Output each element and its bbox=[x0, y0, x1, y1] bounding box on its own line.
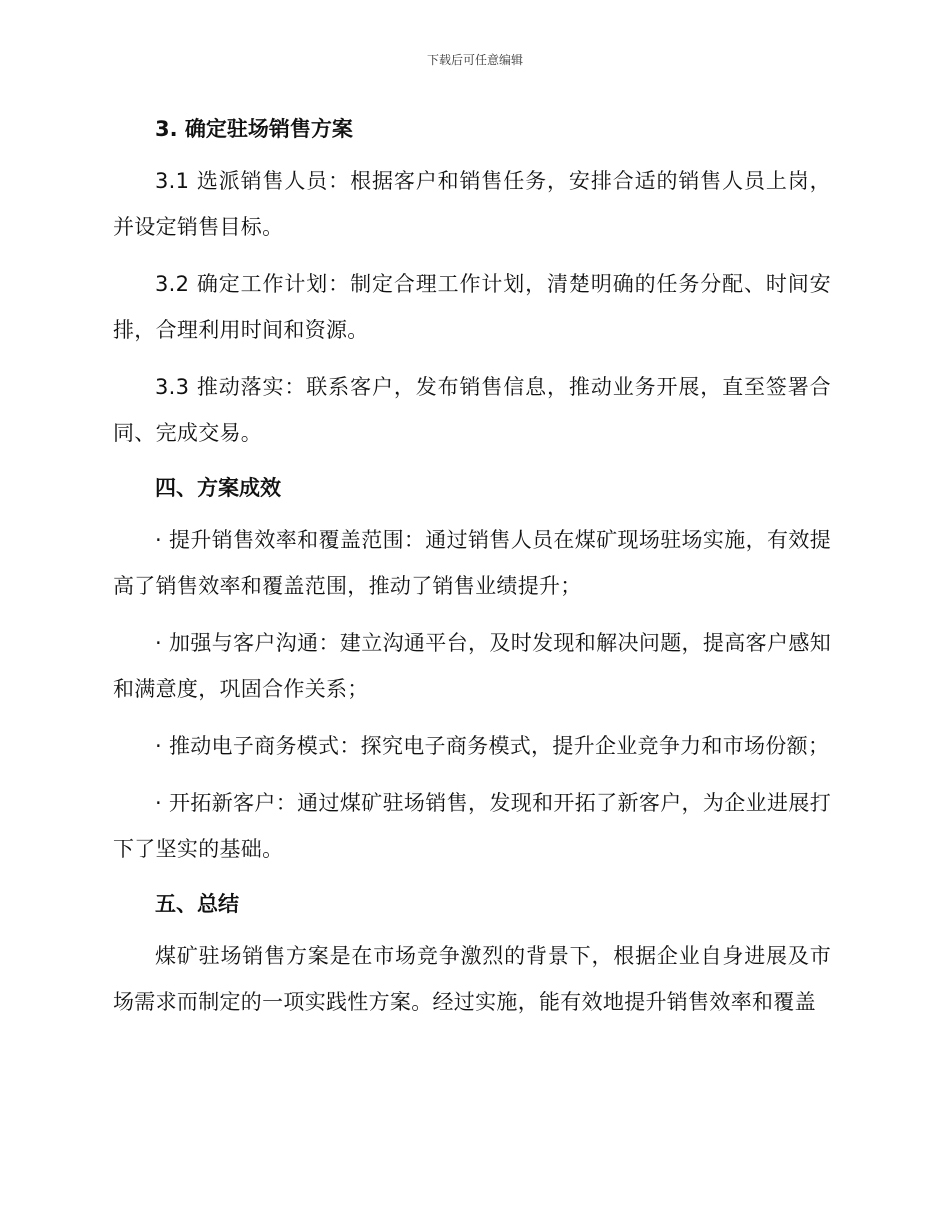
section-4-heading: 四、方案成效 bbox=[155, 476, 281, 500]
section-3-item-1: 3.1 选派销售人员：根据客户和销售任务，安排合适的销售人员上岗，并设定销售目标。 bbox=[113, 169, 831, 239]
section-4-item-2: · 加强与客户沟通：建立沟通平台，及时发现和解决问题，提高客户感知和满意度，巩固合作关系； bbox=[113, 631, 831, 701]
section-4-item-4: · 开拓新客户：通过煤矿驻场销售，发现和开拓了新客户，为企业进展打下了坚实的基础。 bbox=[113, 791, 831, 861]
section-5-paragraph: 煤矿驻场销售方案是在市场竞争激烈的背景下，根据企业自身进展及市场需求而制定的一项实践性方案。经过实施，能有效地提升销售效率和覆盖 bbox=[113, 944, 831, 1014]
section-5-heading: 五、总结 bbox=[155, 892, 239, 916]
header-note: 下载后可任意编辑 bbox=[426, 53, 523, 67]
section-3-item-2: 3.2 确定工作计划：制定合理工作计划，清楚明确的任务分配、时间安排，合理利用时间和资源。 bbox=[113, 272, 831, 342]
section-4-item-1: · 提升销售效率和覆盖范围：通过销售人员在煤矿现场驻场实施，有效提高了销售效率和覆盖范围，推动了销售业绩提升； bbox=[113, 528, 831, 598]
section-4-item-3: · 推动电子商务模式：探究电子商务模式，提升企业竞争力和市场份额； bbox=[155, 734, 830, 758]
section-3-item-3: 3.3 推动落实：联系客户，发布销售信息，推动业务开展，直至签署合同、完成交易。 bbox=[113, 375, 831, 445]
section-3-heading: 3. 确定驻场销售方案 bbox=[155, 117, 353, 141]
document-body bbox=[113, 108, 831, 1036]
